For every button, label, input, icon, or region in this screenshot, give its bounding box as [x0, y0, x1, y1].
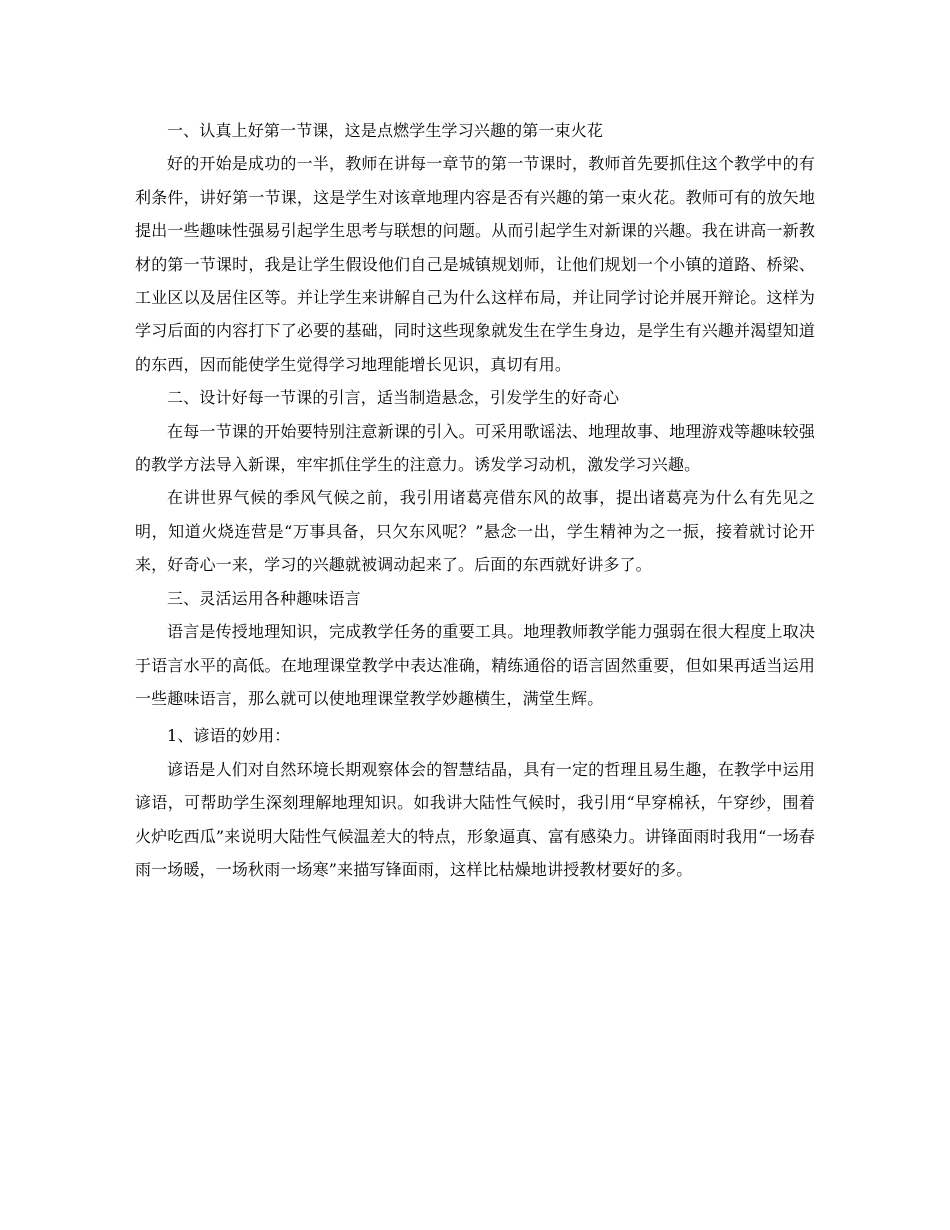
- body-paragraph-3: 在讲世界气候的季风气候之前，我引用诸葛亮借东风的故事，提出诸葛亮为什么有先见之明，知道火烧连营是“万事具备，只欠东风呢？”悬念一出，学生精神为之一振，接着就讨论开来，好奇心一来，学习的兴趣就被调动起来了。后面的东西就好讲多了。: [135, 488, 815, 575]
- document-body: [135, 114, 815, 886]
- section-heading-1: 一、认真上好第一节课，这是点燃学生学习兴趣的第一束火花: [167, 121, 604, 140]
- body-paragraph-1: 好的开始是成功的一半，教师在讲每一章节的第一节课时，教师首先要抓住这个教学中的有利条件，讲好第一节课，这是学生对该章地理内容是否有兴趣的第一束火花。教师可有的放矢地提出一些趣味性强易引起学生思考与联想的问题。从而引起学生对新课的兴趣。我在讲高一新教材的第一节课时，我是让学生假设他们自己是城镇规划师，让他们规划一个小镇的道路、桥梁、工业区以及居住区等。并让学生来讲解自己为什么这样布局，并让同学讨论并展开辩论。这样为学习后面的内容打下了必要的基础，同时这些现象就发生在学生身边，是学生有兴趣并渴望知道的东西，因而能使学生觉得学习地理能增长见识，真切有用。: [135, 154, 815, 374]
- body-paragraph-4: 语言是传授地理知识，完成教学任务的重要工具。地理教师教学能力强弱在很大程度上取决于语言水平的高低。在地理课堂教学中表达准确，精练通俗的语言固然重要，但如果再适当运用一些趣味语言，那么就可以使地理课堂教学妙趣横生，满堂生辉。: [135, 622, 815, 708]
- section-heading-2: 二、设计好每一节课的引言，适当制造悬念，引发学生的好奇心: [167, 388, 620, 408]
- body-paragraph-2: 在每一节课的开始要特别注意新课的引入。可采用歌谣法、地理故事、地理游戏等趣味较强的教学方法导入新课，牢牢抓住学生的注意力。诱发学习动机，激发学习兴趣。: [135, 421, 815, 475]
- subheading-proverbs: 1、谚语的妙用：: [167, 726, 291, 746]
- section-heading-3: 三、灵活运用各种趣味语言: [167, 588, 361, 608]
- body-paragraph-5: 谚语是人们对自然环境长期观察体会的智慧结晶，具有一定的哲理且易生趣，在教学中运用谚语，可帮助学生深刻理解地理知识。如我讲大陆性气候时，我引用“早穿棉袄，午穿纱，围着火炉吃西瓜”来说明大陆性气候温差大的特点，形象逼真、富有感染力。讲锋面雨时我用“一场春雨一场暖，一场秋雨一场寒”来描写锋面雨，这样比枯燥地讲授教材要好的多。: [135, 759, 815, 879]
